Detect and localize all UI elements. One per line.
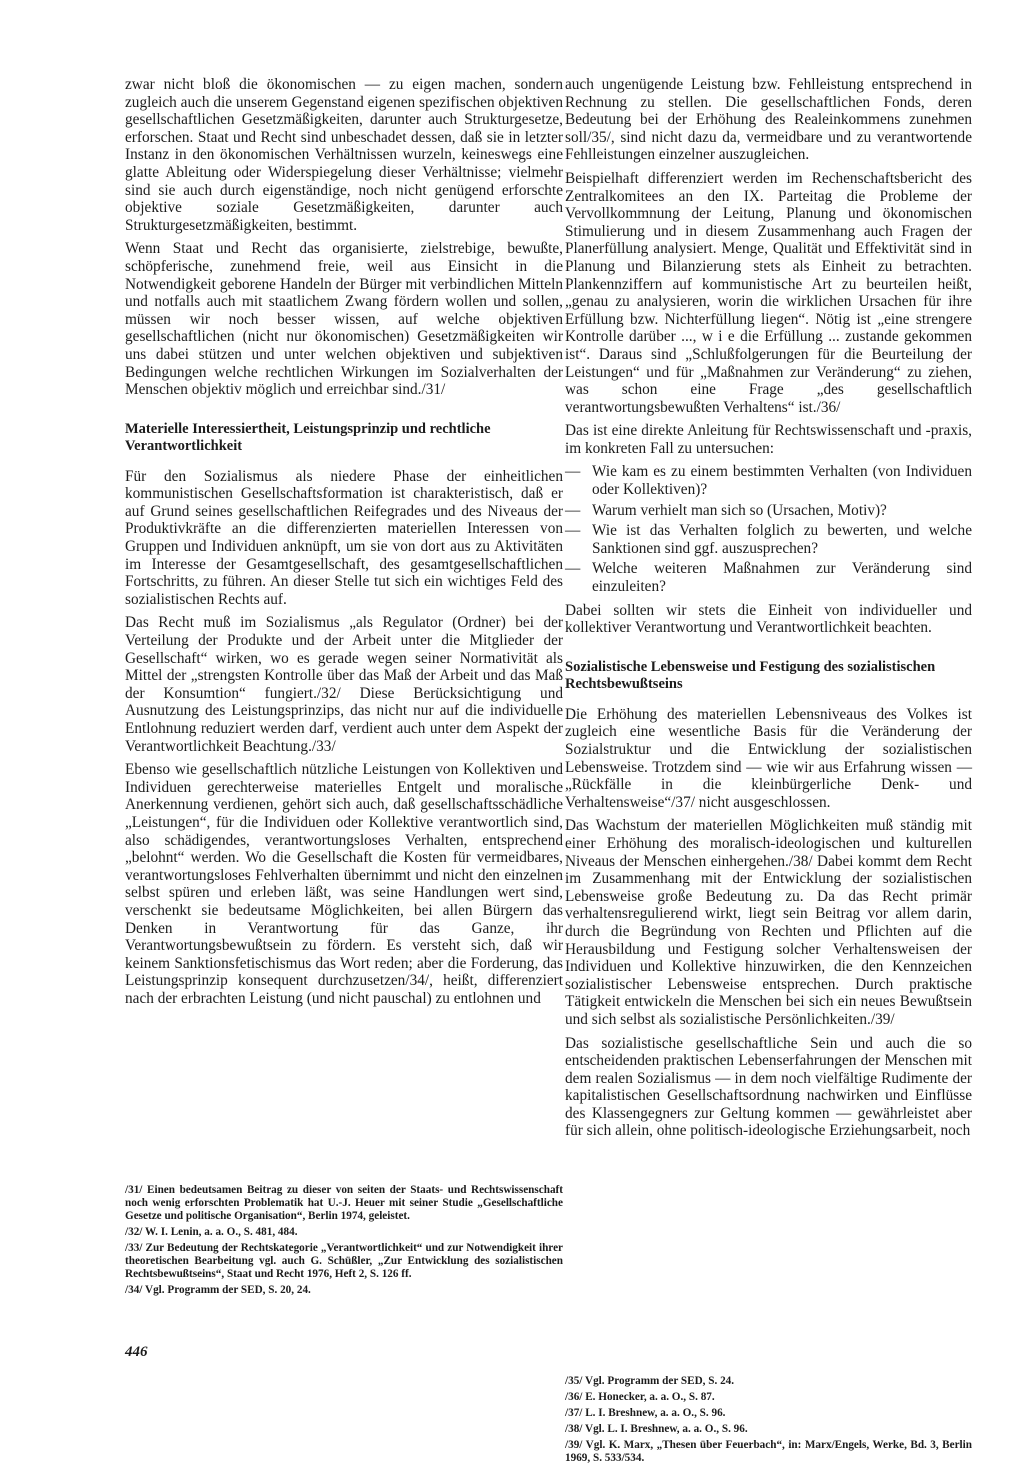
footnote: /35/ Vgl. Programm der SED, S. 24. [565,1375,735,1387]
section-heading: Sozialistische Lebensweise und Festigung des sozialistischen Rechtsbewußtseins [565,658,936,692]
section-heading: Materielle Interessiertheit, Leistungsprinzip und rechtliche Verantwortlichkeit [125,420,491,454]
dash-bullet: — [565,463,581,481]
paragraph: Ebenso wie gesellschaftlich nützliche Leistungen von Kollektiven und Individuen gerechterweise materielles Entgelt und moralische Anerkennung verdienen, gehört sich auch, daß gesellschaftsschädliche „Leistungen“, für die Individuen oder Kollektive verantwortlich sind, also schädigendes, verantwortungsloses Verhalten, entsprechend „belohnt“ werden. Wo die Gesellschaft die Kosten für vermeidbares, verantwortungsloses Fehlverhalten übernimmt und nicht den einzelnen selbst spüren und erleben läßt, was seine Handlungen wert sind, verschenkt sie bedeutsame Möglichkeiten, bei allen Bürgern das Denken in Verantwortung für das Ganze, ihr Verantwortungsbewußtsein zu fördern. Es versteht sich, daß wir keinem Sanktionsfetischismus das Wort reden; aber die Forderung, das Leistungsprinzip konsequent durchzusetzen/34/, heißt, differenziert nach der erbrachten Leistung (und nicht pauschal) zu entlohnen und [125,761,563,1007]
paragraph: Das sozialistische gesellschaftliche Sein und auch die so entscheidenden praktischen Lebenserfahrungen der Menschen mit dem realen Sozialismus — in dem noch vielfältige Rudimente der kapitalistischen Gesellschaftsordnung nachwirken und Einflüsse des Klassengegners zur Geltung kommen — gewährleistet aber für sich allein, ohne politisch-ideologische Erziehungsarbeit, noch [565,1034,972,1140]
left-column [125,76,563,1014]
list-item-text: Welche weiteren Maßnahmen zur Veränderung sind einzuleiten? [592,560,972,596]
dash-bullet: — [565,560,581,578]
list-item-text: Warum verhielt man sich so (Ursachen, Motiv)? [592,501,887,519]
paragraph: auch ungenügende Leistung bzw. Fehlleistung entsprechend in Rechnung zu stellen. Die gesellschaftlichen Fonds, deren Bedeutung bei der Erhöhung des Realeinkommens zunehmen soll/35/, sind nicht dazu da, vermeidbare und zu verantwortende Fehlleistungen einzelner auszugleichen. [565,76,972,164]
dash-bullet: — [565,501,581,519]
list-item [565,463,972,498]
question-list [565,463,972,595]
footnote: /37/ L. I. Breshnew, a. a. O., S. 96. [565,1407,726,1419]
paragraph: Wenn Staat und Recht das organisierte, zielstrebige, bewußte, schöpferische, zunehmend freie, weil aus Einsicht in die Notwendigkeit geborene Handeln der Bürger mit verbindlichen Mitteln und notfalls auch mit staatlichem Zwang fördern wollen und sollen, müssen wir noch besser wissen, auf welche objektiven gesellschaftlichen (nicht nur ökonomischen) Gesetzmäßigkeiten wir uns dabei stützen und unter welchen objektiven und subjektiven Bedingungen welche rechtlichen Wirkungen im Sozialverhalten der Menschen objektiv möglich und erreichbar sind./31/ [125,240,563,399]
paragraph: Dabei sollten wir stets die Einheit von individueller und kollektiver Verantwortung und Verantwortlichkeit beachten. [565,601,972,637]
paragraph: zwar nicht bloß die ökonomischen — zu eigen machen, sondern zugleich auch die unserem Gegenstand eigenen spezifischen objektiven gesellschaftlichen Gesetzmäßigkeiten, darunter auch Strukturgesetze, erforschen. Staat und Recht sind unbeschadet dessen, daß sie in letzter Instanz in den ökonomischen Verhältnissen wurzeln, keineswegs eine glatte Ableitung oder Widerspiegelung dieser Verhältnisse; vielmehr sind sie auch durch eigenständige, noch nicht genügend erforschte objektive soziale Gesetzmäßigkeiten, darunter auch Strukturgesetzmäßigkeiten, bestimmt. [125,76,563,234]
paragraph: Für den Sozialismus als niedere Phase der einheitlichen kommunistischen Gesellschaftsformation ist charakteristisch, daß er auf Grund seines gesellschaftlichen Reifegrades und des Niveaus der Produktivkräfte an die differenzierten materiellen Interessen von Gruppen und Individuen anknüpft, um sie von dort aus zu Aktivitäten im Interesse der Gesamtgesellschaft, des gesamtgesellschaftlichen Fortschritts, zu führen. An dieser Stelle tut sich ein wichtiges Feld des sozialistischen Rechts auf. [125,467,563,608]
list-item [565,560,972,595]
page-number: 446 [125,1344,148,1360]
paragraph: Das Wachstum der materiellen Möglichkeiten muß ständig mit einer Erhöhung des moralisch-ideologischen und kulturellen Niveaus der Menschen einhergehen./38/ Dabei kommt dem Recht im Zusammenhang mit der Entwicklung der sozialistischen Lebensweise große Bedeutung zu. Da das Recht primär verhaltensregulierend wirkt, liegt sein Beitrag vor allem darin, durch die Begründung von Rechten und Pflichten auf die Herausbildung und Festigung solcher Verhaltensweisen der Individuen und Kollektive hinzuwirken, die den Kennzeichen sozialistischer Lebensweise entsprechen. Durch praktische Tätigkeit entwickeln die Menschen bei sich ein neues Bewußtsein und sich selbst als sozialistische Persönlichkeiten./39/ [565,817,972,1028]
footnote: /32/ W. I. Lenin, a. a. O., S. 481, 484. [125,1226,298,1238]
footnote: /33/ Zur Bedeutung der Rechtskategorie „Verantwortlichkeit“ und zur Notwendigkeit ihrer theoretischen Bearbeitung vgl. auch G. Schüßler, „Zur Entwicklung des sozialistischen Rechtsbewußtseins“, Staat und Recht 1976, Heft 2, S. 126 ff. [125,1242,563,1280]
footnotes-left [125,1184,563,1300]
paragraph: Das ist eine direkte Anleitung für Rechtswissenschaft und -praxis, im konkreten Fall zu untersuchen: [565,422,972,457]
footnote: /39/ Vgl. K. Marx, „Thesen über Feuerbach“, in: Marx/Engels, Werke, Bd. 3, Berlin 1969, S. 533/534. [565,1439,972,1464]
list-item-text: Wie kam es zu einem bestimmten Verhalten (von Individuen oder Kollektiven)? [592,463,972,499]
list-item-text: Wie ist das Verhalten folglich zu bewerten, und welche Sanktionen sind ggf. auszusprechen? [592,522,972,557]
dash-bullet: — [565,522,581,540]
footnote: /38/ Vgl. L. I. Breshnew, a. a. O., S. 96. [565,1423,748,1435]
footnotes-right [565,1375,972,1468]
right-column [565,76,972,1146]
footnote: /36/ E. Honecker, a. a. O., S. 87. [565,1391,715,1403]
paragraph: Das Recht muß im Sozialismus „als Regulator (Ordner) bei der Verteilung der Produkte und der Arbeit unter die Mitglieder der Gesellschaft“ wirken, wo es gerade wegen seiner Normativität als Mittel der „strengsten Kontrolle über das Maß der Arbeit und das Maß der Konsumtion“ fungiert./32/ Diese Berücksichtigung und Ausnutzung des Leistungsprinzips, das nicht nur auf die individuelle Entlohnung reduziert werden darf, verdient auch unter dem Aspekt der Verantwortlichkeit Beachtung./33/ [125,614,563,755]
footnote: /34/ Vgl. Programm der SED, S. 20, 24. [125,1284,311,1296]
list-item [565,522,972,557]
footnote: /31/ Einen bedeutsamen Beitrag zu dieser von seiten der Staats- und Rechtswissenschaft noch wenig erforschten Problematik hat U.-J. Heuer mit seiner Studie „Gesellschaftliche Gesetze und politische Organisation“, Berlin 1974, geleistet. [125,1184,563,1222]
list-item [565,502,972,520]
paragraph: Die Erhöhung des materiellen Lebensniveaus des Volkes ist zugleich eine wesentliche Basis für die Veränderung der Sozialstruktur und die Entwicklung der sozialistischen Lebensweise. Trotzdem sind — wie wir aus Erfahrung wissen — „Rückfälle in die kleinbürgerliche Denk- und Verhaltensweise“/37/ nicht ausgeschlossen. [565,705,972,811]
paragraph: Beispielhaft differenziert werden im Rechenschaftsbericht des Zentralkomitees an den IX. Parteitag die Probleme der Vervollkommnung der Leitung, Planung und ökonomischen Stimulierung und in diesem Zusammenhang auch Fragen der Planerfüllung analysiert. Menge, Qualität und Effektivität sind in Planung und Bilanzierung stets als Einheit zu betrachten. Plankennziffern auf kommunistische Art zu beurteilen heißt, „genau zu analysieren, worin die wirklichen Ursachen für ihre Erfüllung bzw. Nichterfüllung liegen“. Nötig ist „eine strengere Kontrolle darüber ..., w i e die Erfüllung ... zustande gekommen ist“. Daraus sind „Schlußfolgerungen für die Beurteilung der Leistungen“ und für „Maßnahmen zur Veränderung“ zu ziehen, was schon eine Frage „des gesellschaftlich verantwortungsbewußten Verhaltens“ ist./36/ [565,169,972,416]
